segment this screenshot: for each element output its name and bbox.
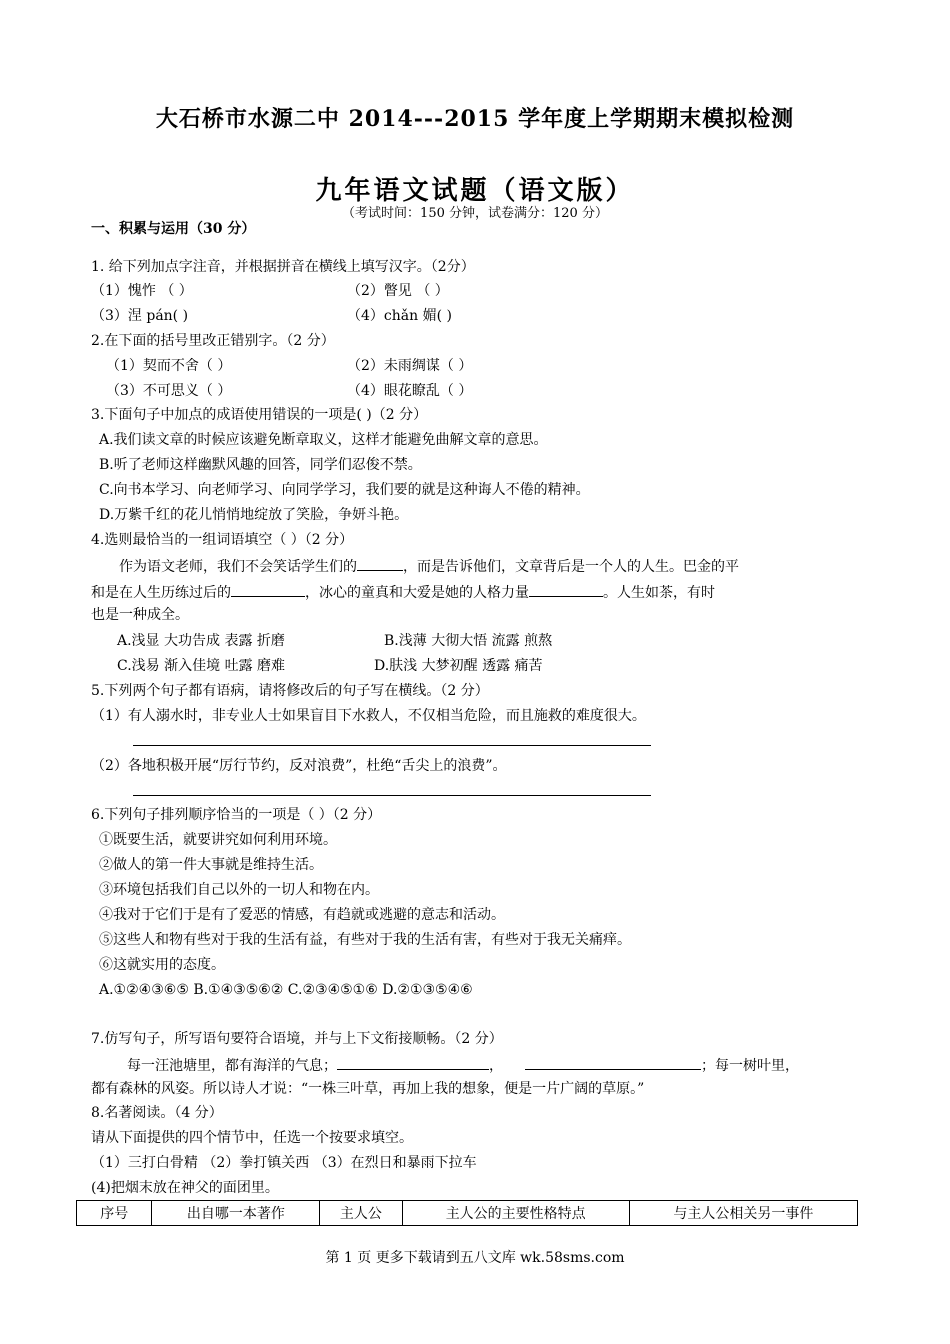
table-header-cell: 主人公的主要性格特点 (402, 1201, 629, 1226)
q1-stem: 1. 给下列加点字注音，并根据拼音在横线上填写汉字。（2分） (91, 259, 475, 275)
q5-sentence-1: （1）有人溺水时，非专业人士如果盲目下水救人，不仅相当危险，而且施救的难度很大。 (91, 708, 646, 724)
table-header-cell: 与主人公相关另一事件 (629, 1201, 857, 1226)
q2-item-1: （1）契而不舍（ ） (106, 358, 232, 374)
q6-line-4: ④我对于它们于是有了爱恶的情感，有趋就或逃避的意志和活动。 (99, 907, 505, 923)
blank-line[interactable] (357, 556, 403, 571)
q2-item-3: （3）不可思义（ ） (106, 383, 232, 399)
blank-line[interactable] (231, 582, 305, 597)
q7-stem: 7.仿写句子，所写语句要符合语境，并与上下文衔接顺畅。（2 分） (91, 1031, 503, 1047)
q3-stem: 3.下面句子中加点的成语使用错误的一项是( )（2 分） (91, 407, 428, 423)
q2-item-2: （2）未雨绸谋（ ） (347, 358, 473, 374)
q1-item-4: （4）chǎn 媚( ) (347, 308, 452, 324)
q2-item-4: （4）眼花瞭乱（ ） (347, 383, 473, 399)
q4-text: ，冰心的童真和大爱是她的人格力量 (305, 585, 529, 601)
q3-option-c: C.向书本学习、向老师学习、向同学学习，我们要的就是这种诲人不倦的精神。 (99, 482, 590, 498)
q4-passage-line-2 (91, 582, 715, 602)
blank-line[interactable] (529, 582, 603, 597)
q4-option-a: A.浅显 大功告成 表露 折磨 (117, 633, 285, 649)
q8-intro: 请从下面提供的四个情节中，任选一个按要求填空。 (91, 1130, 413, 1146)
q6-stem: 6.下列句子排列顺序恰当的一项是（ ）（2 分） (91, 807, 382, 823)
table-header-cell: 序号 (77, 1201, 152, 1226)
answer-line[interactable] (133, 745, 651, 746)
q8-items-2: (4)把烟末放在神父的面团里。 (91, 1180, 279, 1196)
exam-info: （考试时间：150 分钟，试卷满分：120 分） (342, 206, 608, 221)
q4-text: 。人生如茶，有时 (603, 585, 715, 601)
q1-item-1: （1）愧怍 （ ） (91, 283, 193, 299)
q4-passage-line-3: 也是一种成全。 (91, 607, 189, 623)
q1-item-3: （3）涅 pán( ) (91, 308, 189, 324)
q5-stem: 5.下列两个句子都有语病，请将修改后的句子写在横线。（2 分） (91, 683, 489, 699)
q4-stem: 4.选则最恰当的一组词语填空（ ）（2 分） (91, 532, 354, 548)
q4-option-c: C.浅易 渐入佳境 吐露 磨难 (117, 658, 286, 674)
q1-item-2: （2）瞥见 （ ） (347, 283, 449, 299)
blank-line[interactable] (337, 1055, 489, 1070)
q3-option-b: B.听了老师这样幽默风趣的回答，同学们忍俊不禁。 (99, 457, 422, 473)
section-heading: 一、积累与运用（30 分） (91, 221, 256, 237)
q6-line-5: ⑤这些人和物有些对于我的生活有益，有些对于我的生活有害，有些对于我无关痛痒。 (99, 932, 631, 948)
exam-subject-title: 九年语文试题（语文版） (315, 176, 635, 206)
q7-text: ， (489, 1058, 503, 1074)
blank-line[interactable] (525, 1055, 701, 1070)
q6-line-1: ①既要生活，就要讲究如何利用环境。 (99, 832, 337, 848)
q7-text: 每一汪池塘里，都有海洋的气息； (127, 1058, 337, 1074)
q7-passage-line-1 (127, 1055, 799, 1075)
q6-line-2: ②做人的第一件大事就是维持生活。 (99, 857, 323, 873)
q4-text: 作为语文老师，我们不会笑话学生们的 (119, 559, 357, 575)
q3-option-d: D.万紫千红的花儿悄悄地绽放了笑脸，争妍斗艳。 (99, 507, 409, 523)
q7-passage-line-2: 都有森林的风姿。所以诗人才说：“一株三叶草，再加上我的想象，便是一片广阔的草原。” (91, 1081, 645, 1097)
book-table (76, 1200, 858, 1226)
q4-passage-line-1 (119, 556, 739, 576)
q5-sentence-2: （2）各地积极开展“厉行节约，反对浪费”，杜绝“舌尖上的浪费”。 (91, 758, 507, 774)
q3-option-a: A.我们读文章的时候应该避免断章取义，这样才能避免曲解文章的意思。 (99, 432, 548, 448)
table-header-row (77, 1201, 858, 1226)
q4-text: 和是在人生历练过后的 (91, 585, 231, 601)
table-header-cell: 主人公 (320, 1201, 402, 1226)
q2-stem: 2.在下面的括号里改正错别字。（2 分） (91, 333, 335, 349)
q8-items-1: （1）三打白骨精 （2）拳打镇关西 （3）在烈日和暴雨下拉车 (91, 1155, 477, 1171)
school-exam-title: 大石桥市水源二中 2014---2015 学年度上学期期末模拟检测 (155, 106, 795, 132)
q4-option-d: D.肤浅 大梦初醒 透露 痛苦 (374, 658, 543, 674)
q7-text: ；每一树叶里， (701, 1058, 799, 1074)
q6-line-6: ⑥这就实用的态度。 (99, 957, 225, 973)
q6-line-3: ③环境包括我们自己以外的一切人和物在内。 (99, 882, 379, 898)
answer-line[interactable] (133, 795, 651, 796)
page-footer: 第 1 页 更多下载请到五八文库 wk.58sms.com (325, 1250, 625, 1266)
q4-text: ，而是告诉他们，文章背后是一个人的人生。巴金的平 (403, 559, 739, 575)
q4-option-b: B.浅薄 大彻大悟 流露 煎熬 (384, 633, 553, 649)
q8-stem: 8.名著阅读。（4 分） (91, 1105, 223, 1121)
q6-options: A.①②④③⑥⑤ B.①④③⑤⑥② C.②③④⑤①⑥ D.②①③⑤④⑥ (99, 982, 473, 998)
table-header-cell: 出自哪一本著作 (152, 1201, 320, 1226)
